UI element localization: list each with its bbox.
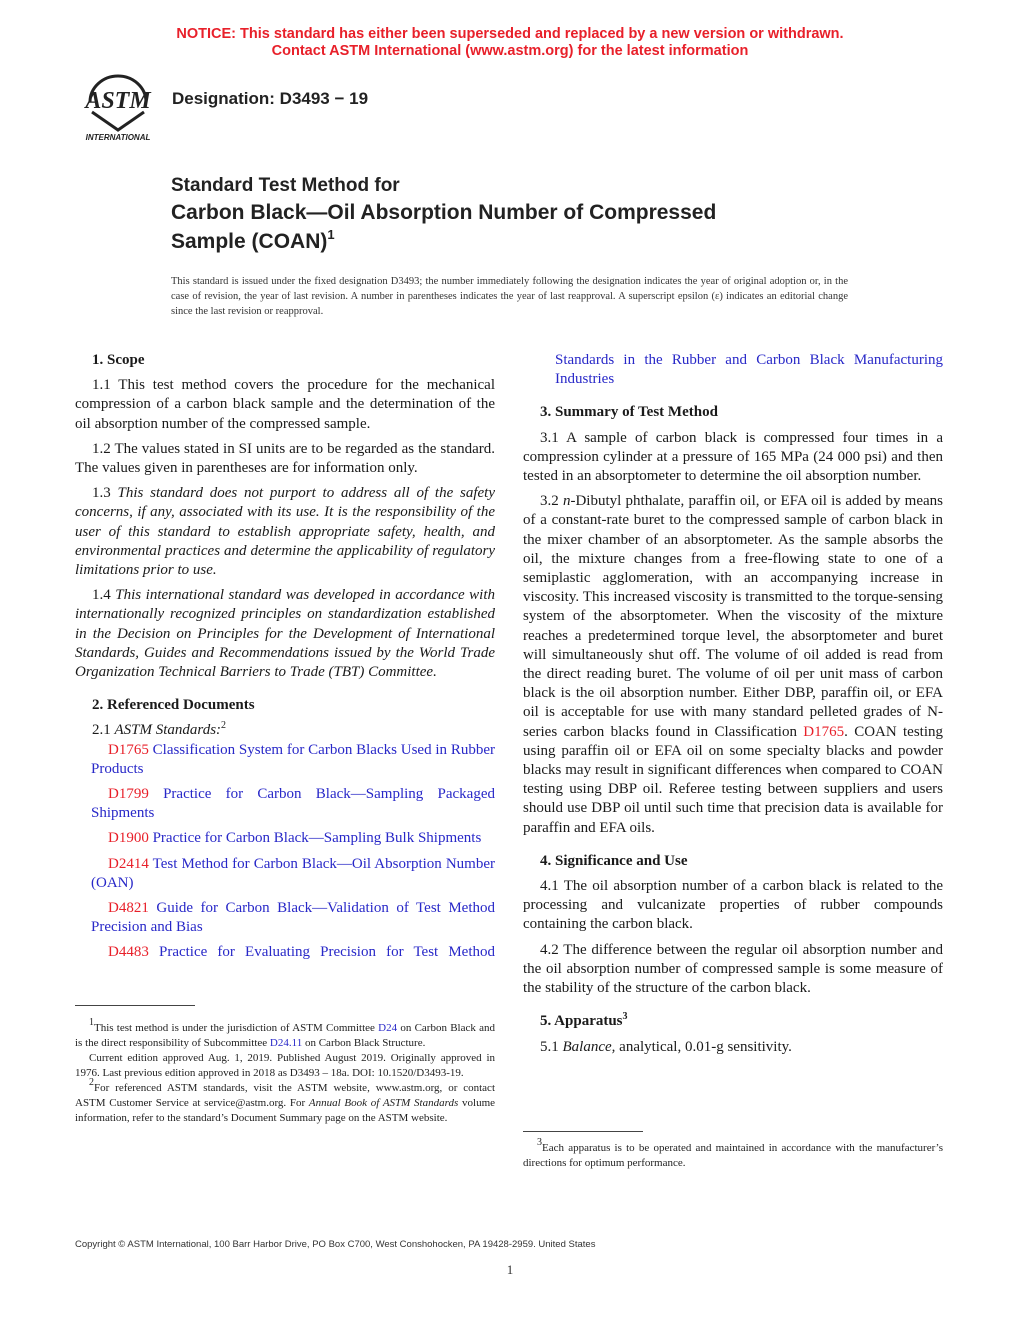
scope-heading: 1. Scope bbox=[92, 352, 145, 368]
title-line-3: Sample (COAN)$^1$ bbox=[171, 227, 335, 253]
footnote-rule-left bbox=[75, 1005, 195, 1006]
scope-1-4: 1.4 This international standard was developed in accordance with internationally recognized principles on standardization established in the Decision on Principles for the Development of International Standards, Guides and Recommendations issued by the World Trade Organization Technical Barriers to Trade (TBT) Committee. bbox=[75, 587, 495, 681]
intro-note: This standard is issued under the fixed designation D3493; the number immediately following the designation indicates the year of original adoption or, in the case of revision, the year of last revision. A number in parentheses indicates the year of last reapproval. A superscript epsilon (ε) indicates an editorial change since the last revision or reapproval. bbox=[171, 276, 848, 317]
link-d24-11[interactable]: D24.11 bbox=[269, 1037, 303, 1049]
svg-text:ASTM: ASTM bbox=[85, 88, 151, 114]
significance-heading: 4. Significance and Use bbox=[540, 852, 688, 869]
ref-d2414[interactable]: D2414 Test Method for Carbon Black—Oil Absorption Number (OAN) bbox=[91, 855, 495, 891]
summary-3-2: 3.2 n-Dibutyl phthalate, paraffin oil, or EFA oil is added by means of a constant-rate buret to the compressed sample of carbon black in the mixer chamber of an absorptometer. As the sample absorbs the oil, the mixture changes from a free-flowing state to one of a semiplastic agglomeration, with an accompanying increase in viscosity. This increased viscosity is transmitted to the torque-sensing system of the absorptometer. When the viscosity of the mixture reaches a predetermined torque level, the absorptometer and buret will simultaneously shut off. The volume of oil added is read from the direct reading buret. The volume of oil per unit mass of carbon black is the oil absorption number. Either DBP, paraffin oil, or EFA oil is acceptable for use with many standard pelleted grades of N-series carbon blacks found in Classification D1765. COAN testing using paraffin oil or EFA oil on some specialty blacks and powder blacks may result in significant differences when compared to COAN testing using DBP oil. Referee testing between suppliers and users should use DBP oil until such time that precision data is available for paraffin and EFA oils. bbox=[523, 493, 944, 836]
document-title bbox=[171, 174, 716, 256]
svg-text:INTERNATIONAL: INTERNATIONAL bbox=[85, 133, 151, 142]
significance-4-1: 4.1 The oil absorption number of a carbon black is related to the processing and vulcanizate properties of rubber compounds containing the carbon black. bbox=[523, 878, 943, 933]
scope-1-3: 1.3 This standard does not purport to address all of the safety concerns, if any, associated with its use. It is the responsibility of the user of this standard to establish appropriate safety, health, and environmental practices and determine the applicability of regulatory limitations prior to use. bbox=[75, 485, 496, 579]
apparatus-5-1: 5.1 Balance, analytical, 0.01-g sensitivity. bbox=[540, 1038, 792, 1055]
notice-line-1: NOTICE: This standard has either been superseded and replaced by a new version or withdrawn. bbox=[176, 26, 844, 42]
link-d1765[interactable]: D1765 bbox=[803, 723, 845, 740]
summary-3-1: 3.1 A sample of carbon black is compressed four times in a compression cylinder at a pressure of 165 MPa (24 000 psi) and then tested in an absorptometer to determine the oil absorption number. bbox=[523, 429, 943, 485]
ref-d4821[interactable]: D4821 Guide for Carbon Black—Validation of Test Method Precision and Bias bbox=[91, 900, 495, 936]
ref-d4483-continued[interactable]: Standards in the Rubber and Carbon Black Manufacturing Industries bbox=[555, 352, 943, 388]
scope-1-2: 1.2 The values stated in SI units are to be regarded as the standard. The values given in parentheses are for information only. bbox=[75, 440, 495, 477]
withdrawal-notice bbox=[0, 26, 1020, 60]
ref-d1900[interactable]: D1900 Practice for Carbon Black—Sampling Bulk Shipments bbox=[108, 830, 482, 847]
scope-1-1: 1.1 This test method covers the procedure for the mechanical compression of a carbon black sample and the determination of the oil absorption number of the compressed sample. bbox=[75, 377, 495, 432]
page-number: 1 bbox=[506, 1262, 514, 1277]
right-column bbox=[523, 351, 943, 1063]
link-d24[interactable]: D24 bbox=[378, 1022, 398, 1034]
ref-d1765[interactable]: D1765 Classification System for Carbon Blacks Used in Rubber Products bbox=[91, 741, 495, 777]
copyright: Copyright © ASTM International, 100 Barr Harbor Drive, PO Box C700, West Conshohocken, PA 19428-2959. United States bbox=[75, 1239, 596, 1250]
refdocs-intro: 2.1 ASTM Standards:$^2$ bbox=[92, 720, 227, 739]
title-line-2: Carbon Black—Oil Absorption Number of Compressed bbox=[171, 201, 717, 224]
title-line-1: Standard Test Method for bbox=[171, 175, 400, 196]
summary-heading: 3. Summary of Test Method bbox=[540, 404, 718, 421]
apparatus-heading: 5. Apparatus$^3$ bbox=[540, 1011, 628, 1030]
ref-d4483[interactable]: D4483 Practice for Evaluating Precision for Test Method bbox=[108, 944, 496, 961]
notice-line-2: Contact ASTM International (www.astm.org) for the latest information bbox=[271, 43, 749, 59]
title-footnote-ref[interactable]: 1 bbox=[327, 227, 335, 242]
footnote-1-edition: Current edition approved Aug. 1, 2019. Published August 2019. Originally approved in 1976. Last previous edition approved in 2018 as D3493 – 18a. DOI: 10.1520/D3493-19. bbox=[75, 1052, 495, 1079]
footnote-1: $^1$This test method is under the jurisdiction of ASTM Committee D24 on Carbon Black and is the direct responsibility of Subcommittee D24.11 on Carbon Black Structure. bbox=[75, 1017, 495, 1049]
designation: Designation: D3493 − 19 bbox=[172, 89, 369, 108]
footnote-3: $^3$Each apparatus is to be operated and maintained in accordance with the manufacturer’s directions for optimum performance. bbox=[523, 1137, 943, 1169]
footnote-2: $^2$For referenced ASTM standards, visit the ASTM website, www.astm.org, or contact ASTM Customer Service at service@astm.org. For Annual Book of ASTM Standards volume information, refer to the standard’s Document Summary page on the ASTM website. bbox=[75, 1077, 496, 1124]
footnote-ref-2[interactable]: 2 bbox=[221, 720, 227, 732]
ref-d1799[interactable]: D1799 Practice for Carbon Black—Sampling Packaged Shipments bbox=[91, 786, 495, 822]
footnotes-left bbox=[75, 1017, 496, 1126]
footnote-rule-right bbox=[523, 1131, 643, 1132]
significance-4-2: 4.2 The difference between the regular oil absorption number and the oil absorption number of compressed sample is some measure of the stability of the structure of the carbon black. bbox=[523, 941, 943, 997]
footnote-ref-3[interactable]: 3 bbox=[622, 1011, 628, 1023]
left-column bbox=[75, 351, 495, 969]
astm-logo-icon bbox=[76, 72, 160, 142]
refdocs-heading: 2. Referenced Documents bbox=[92, 697, 255, 714]
